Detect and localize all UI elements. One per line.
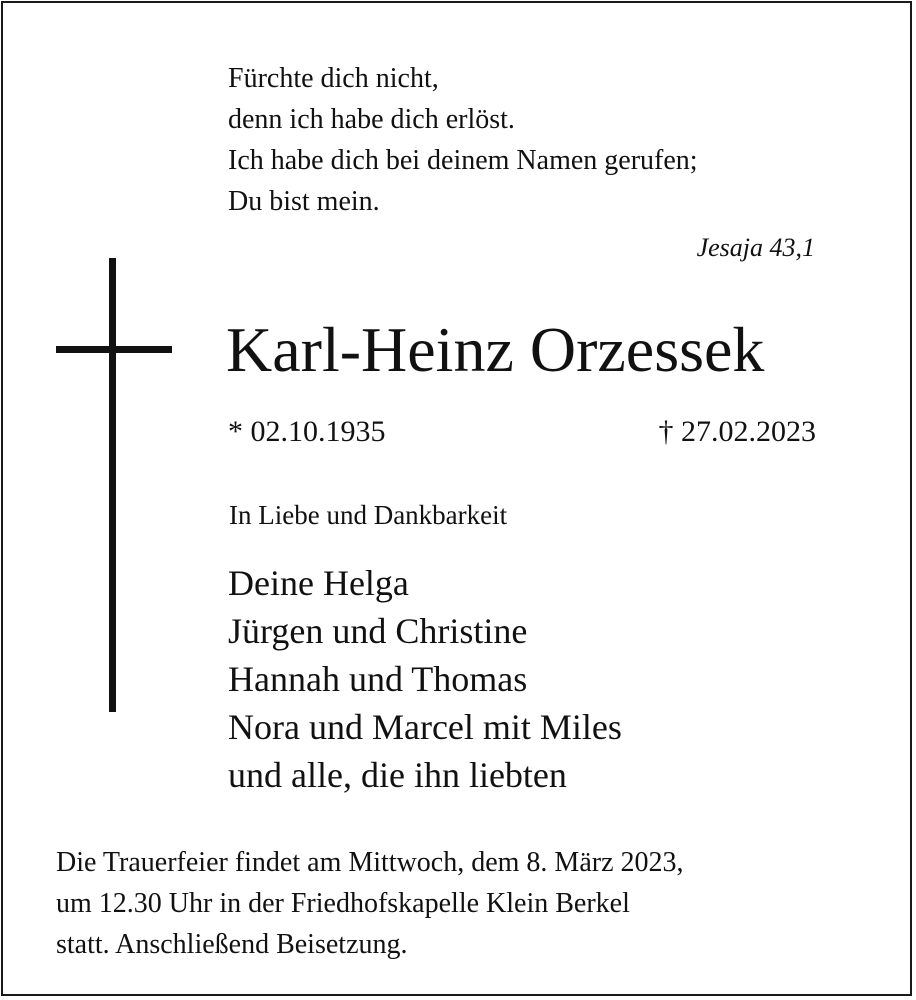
cross-vertical-beam <box>109 258 116 712</box>
service-line: um 12.30 Uhr in der Friedhofskapelle Klein Berkel <box>56 888 630 919</box>
mourning-intro: In Liebe und Dankbarkeit <box>229 500 508 530</box>
verse-line: Fürchte dich nicht, <box>228 63 439 94</box>
mourner-name: Jürgen und Christine <box>228 611 528 651</box>
funeral-service-info <box>56 842 684 965</box>
cross-horizontal-beam <box>56 346 172 353</box>
verse-reference: Jesaja 43,1 <box>696 233 815 262</box>
mourner-name: Nora und Marcel mit Miles <box>228 707 622 747</box>
deceased-name: Karl-Heinz Orzessek <box>226 314 765 385</box>
verse-line: denn ich habe dich erlöst. <box>228 104 515 135</box>
service-line: Die Trauerfeier findet am Mittwoch, dem 8. März 2023, <box>56 847 684 878</box>
service-line: statt. Anschließend Beisetzung. <box>56 929 408 960</box>
mourners-list <box>228 559 622 799</box>
bible-verse <box>228 58 698 222</box>
death-date: † 27.02.2023 <box>658 415 816 448</box>
verse-line: Ich habe dich bei deinem Namen gerufen; <box>228 145 698 176</box>
verse-line: Du bist mein. <box>228 186 380 217</box>
mourner-name: Hannah und Thomas <box>228 659 528 699</box>
mourner-name: und alle, die ihn liebten <box>228 755 567 795</box>
mourner-name: Deine Helga <box>228 563 409 603</box>
birth-date: * 02.10.1935 <box>228 415 386 448</box>
